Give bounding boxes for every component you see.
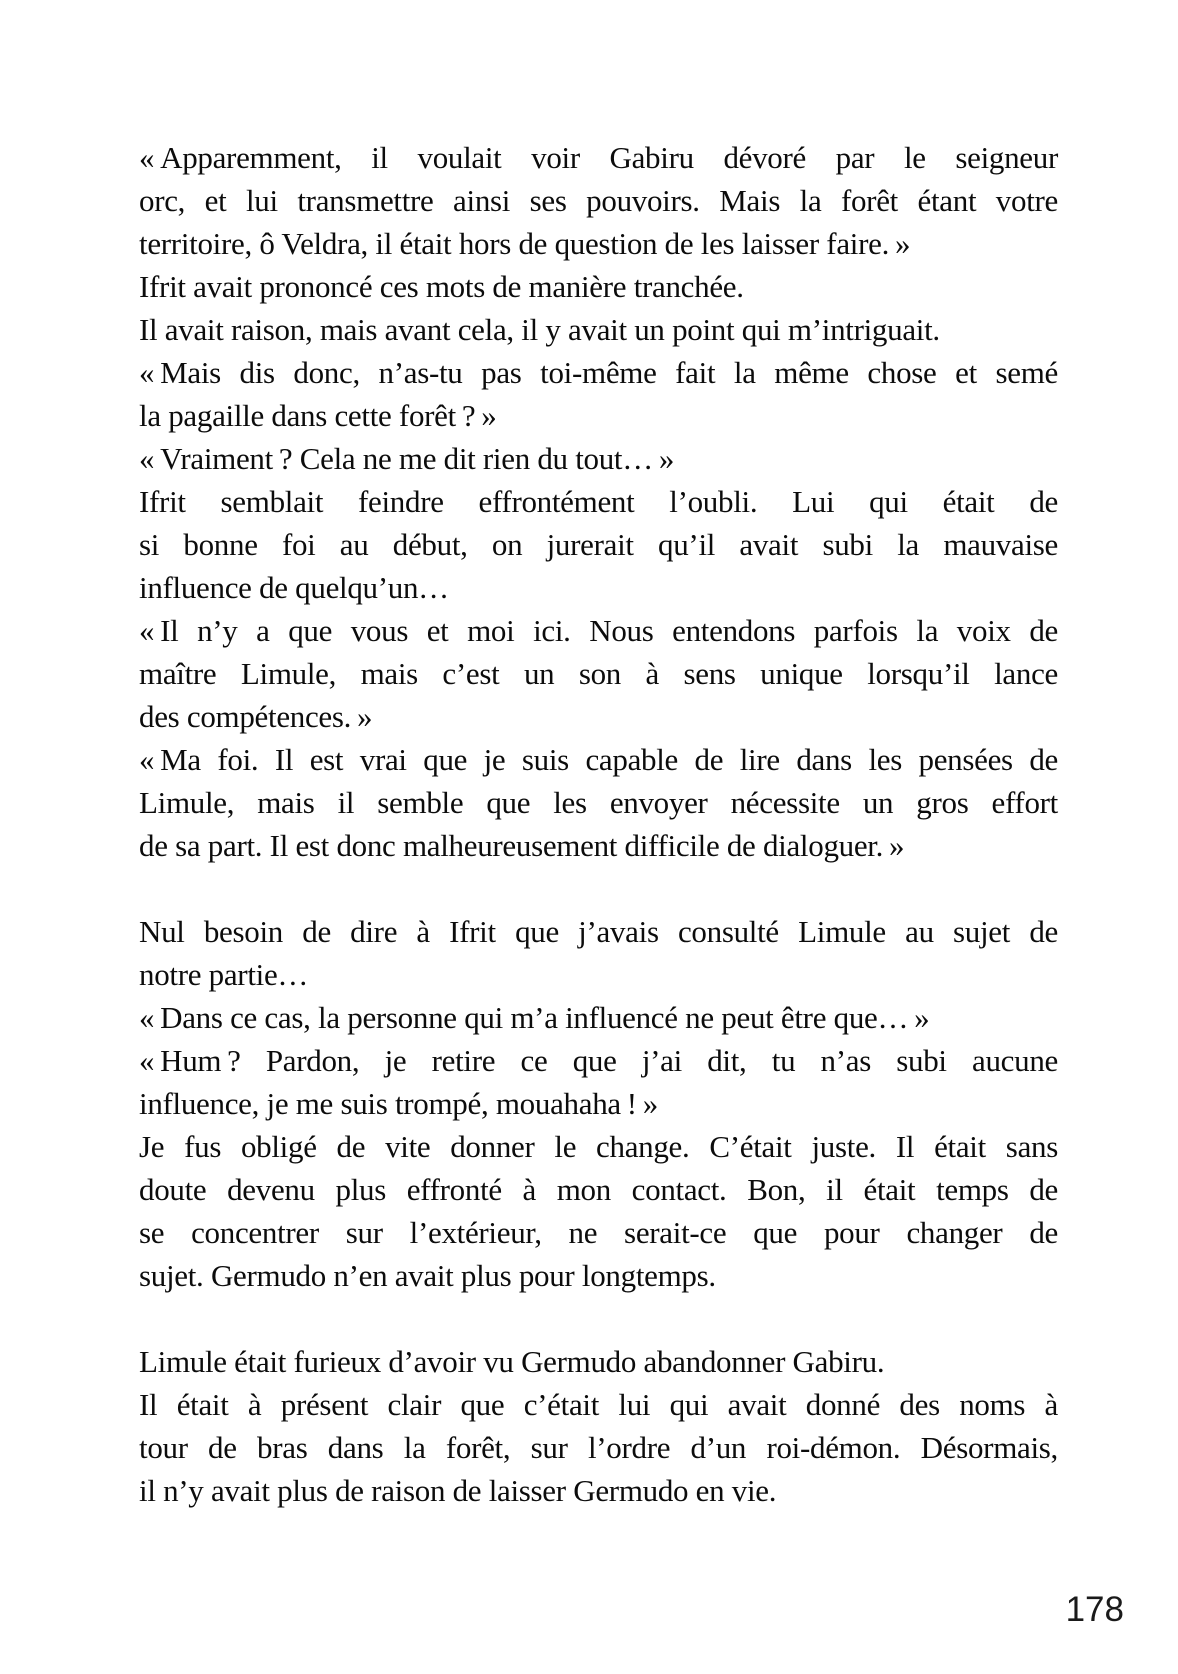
paragraph — [139, 1340, 1058, 1383]
text-line: Ifrit semblait feindre effrontément l’oubli. Lui qui était de — [139, 484, 1058, 519]
paragraph — [139, 996, 1058, 1039]
text-line: maître Limule, mais c’est un son à sens unique lorsqu’il lance — [139, 656, 1058, 691]
paragraph — [139, 351, 1058, 437]
text-line: Je fus obligé de vite donner le change. C’était juste. Il était sans — [139, 1129, 1058, 1164]
paragraph — [139, 437, 1058, 480]
paragraph — [139, 136, 1058, 265]
paragraph — [139, 609, 1058, 738]
text-line: la pagaille dans cette forêt ? » — [139, 398, 497, 433]
text-line: Limule était furieux d’avoir vu Germudo abandonner Gabiru. — [139, 1344, 885, 1379]
text-line: orc, et lui transmettre ainsi ses pouvoirs. Mais la forêt étant votre — [139, 183, 1058, 218]
text-line: « Apparemment, il voulait voir Gabiru dévoré par le seigneur — [139, 140, 1058, 175]
text-line: de sa part. Il est donc malheureusement difficile de dialoguer. » — [139, 828, 905, 863]
text-line: doute devenu plus effronté à mon contact. Bon, il était temps de — [139, 1172, 1058, 1207]
text-line: notre partie… — [139, 957, 309, 992]
text-line: Il avait raison, mais avant cela, il y avait un point qui m’intriguait. — [139, 312, 940, 347]
text-line: influence de quelqu’un… — [139, 570, 449, 605]
text-line: Ifrit avait prononcé ces mots de manière tranchée. — [139, 269, 744, 304]
text-line: influence, je me suis trompé, mouahaha ! » — [139, 1086, 658, 1121]
paragraph — [139, 738, 1058, 867]
text-line: territoire, ô Veldra, il était hors de question de les laisser faire. » — [139, 226, 911, 261]
paragraph — [139, 265, 1058, 308]
text-line: Il était à présent clair que c’était lui qui avait donné des noms à — [139, 1387, 1058, 1422]
paragraph — [139, 1383, 1058, 1512]
text-line: « Mais dis donc, n’as-tu pas toi-même fait la même chose et semé — [139, 355, 1058, 390]
text-line: tour de bras dans la forêt, sur l’ordre d’un roi-démon. Désormais, — [139, 1430, 1058, 1465]
text-line: il n’y avait plus de raison de laisser Germudo en vie. — [139, 1473, 777, 1508]
text-line: se concentrer sur l’extérieur, ne serait-ce que pour changer de — [139, 1215, 1058, 1250]
text-line: « Ma foi. Il est vrai que je suis capable de lire dans les pensées de — [139, 742, 1058, 777]
text-line: « Vraiment ? Cela ne me dit rien du tout… » — [139, 441, 675, 476]
text-line: « Hum ? Pardon, je retire ce que j’ai dit, tu n’as subi aucune — [139, 1043, 1058, 1078]
text-line: Nul besoin de dire à Ifrit que j’avais consulté Limule au sujet de — [139, 914, 1058, 949]
page-number: 178 — [1065, 1590, 1124, 1629]
text-line: « Il n’y a que vous et moi ici. Nous entendons parfois la voix de — [139, 613, 1058, 648]
paragraph — [139, 308, 1058, 351]
page-text — [139, 136, 1058, 1512]
text-line: « Dans ce cas, la personne qui m’a influencé ne peut être que… » — [139, 1000, 930, 1035]
text-line: si bonne foi au début, on jurerait qu’il avait subi la mauvaise — [139, 527, 1058, 562]
paragraph — [139, 1125, 1058, 1297]
text-line: Limule, mais il semble que les envoyer nécessite un gros effort — [139, 785, 1058, 820]
text-line: sujet. Germudo n’en avait plus pour longtemps. — [139, 1258, 716, 1293]
paragraph — [139, 480, 1058, 609]
paragraph — [139, 910, 1058, 996]
text-line: des compétences. » — [139, 699, 373, 734]
paragraph — [139, 1039, 1058, 1125]
